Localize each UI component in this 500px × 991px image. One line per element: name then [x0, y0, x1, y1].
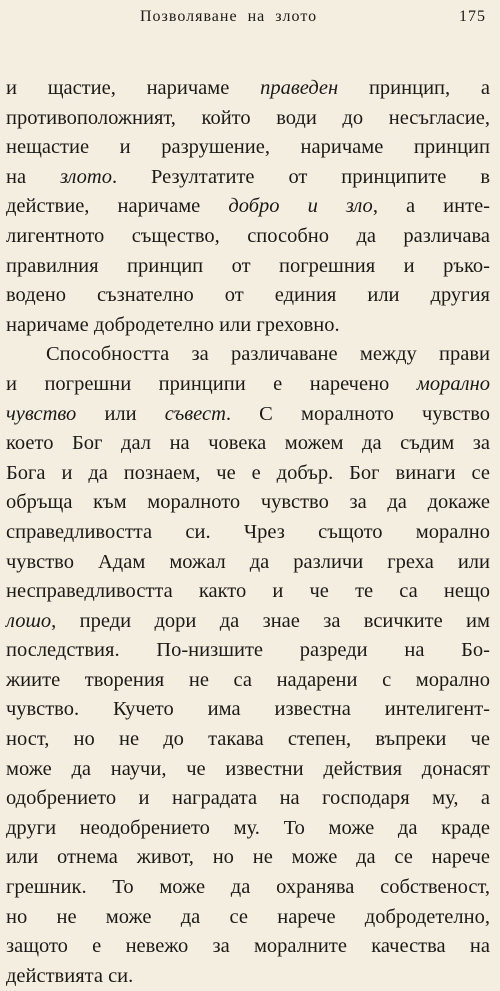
body-text [6, 74, 490, 991]
text-line [6, 252, 490, 282]
page-number: 175 [459, 8, 486, 25]
text-line [6, 340, 490, 370]
italic-term: съвест [164, 402, 226, 425]
text-run: ност, но не до такава степен, въпреки че [6, 728, 490, 751]
text-line [6, 192, 490, 222]
text-run: на [6, 165, 60, 188]
text-line [6, 400, 490, 430]
text-run: чувство Адам можал да различи греха или [6, 550, 490, 573]
text-run: други неодобрението му. То може да краде [6, 816, 490, 839]
text-run: действията си. [6, 964, 134, 987]
text-line [6, 814, 490, 844]
text-line [6, 281, 490, 311]
text-line [6, 518, 490, 548]
italic-term: чувство [6, 402, 77, 425]
text-line [6, 962, 490, 991]
text-line [6, 843, 490, 873]
text-run: или [76, 402, 165, 425]
text-line [6, 784, 490, 814]
italic-term: добро и зло [228, 195, 373, 218]
text-line [6, 104, 490, 134]
text-line [6, 755, 490, 785]
text-line [6, 163, 490, 193]
text-line [6, 429, 490, 459]
text-run: може да научи, че известни действия донасят [6, 757, 490, 780]
text-line [6, 636, 490, 666]
text-run: жиите творения не са надарени с морално [6, 668, 490, 691]
text-run: или отнема живот, но не може да се нарече [6, 846, 490, 869]
text-line [6, 873, 490, 903]
text-line [6, 932, 490, 962]
italic-term: праведен [260, 77, 339, 99]
text-run: Способността за различаване между прави [46, 343, 490, 366]
chapter-title: Позволяване на злото [140, 8, 318, 25]
text-run: и щастие, наричаме [6, 77, 261, 99]
text-line [6, 666, 490, 696]
italic-term: злото [60, 165, 112, 188]
text-run: . Резултатите от принципите в [111, 165, 490, 188]
text-line [6, 903, 490, 933]
paragraph [6, 340, 490, 991]
text-line [6, 459, 490, 489]
text-line [6, 133, 490, 163]
text-run: принцип, а [338, 77, 490, 99]
text-run: грешник. То може да охранява собственост, [6, 876, 490, 899]
text-run: и погрешни принципи е наречено [6, 372, 417, 395]
text-run: обръща към моралното чувство за да докаже [6, 491, 490, 514]
text-run: нещастие и разрушение, наричаме принцип [6, 136, 490, 159]
text-run: справедливостта си. Чрез същото морално [6, 520, 490, 543]
text-run: противоположният, който води до несъгласие, [6, 106, 490, 129]
text-run: което Бог дал на човека можем да съдим за [6, 432, 490, 455]
text-line [6, 548, 490, 578]
text-line [6, 311, 490, 341]
text-line [6, 725, 490, 755]
text-run: но не може да се нарече добродетелно, [6, 905, 490, 928]
text-line [6, 577, 490, 607]
text-run: несправедливостта както и че те са нещо [6, 580, 490, 603]
text-line [6, 695, 490, 725]
text-run: . С моралното чувство [225, 402, 490, 425]
text-run: одобрението и наградата на господаря му, а [6, 787, 490, 810]
text-line [6, 74, 490, 104]
text-run: действие, наричаме [6, 195, 229, 218]
italic-term: морално [416, 372, 490, 395]
text-run: водено съзнателно от единия или другия [6, 284, 490, 307]
text-line [6, 222, 490, 252]
text-run: последствия. По-низшите разреди на Бо- [6, 639, 490, 662]
text-run: , преди дори да знае за всичките им [51, 609, 490, 632]
text-run: защото е невежо за моралните качества на [6, 935, 490, 958]
text-run: лигентното същество, способно да различава [6, 224, 490, 247]
text-run: Бога и да познаем, че е добър. Бог винаги се [6, 461, 490, 484]
text-run: наричаме добродетелно или греховно. [6, 313, 340, 336]
paragraph [6, 74, 490, 340]
text-line [6, 488, 490, 518]
text-run: , а инте- [372, 195, 490, 218]
text-line [6, 370, 490, 400]
running-header [0, 8, 500, 30]
italic-term: лошо [6, 609, 52, 632]
text-run: правилния принцип от погрешния и ръко- [6, 254, 490, 277]
text-line [6, 607, 490, 637]
text-run: чувство. Кучето има известна интелигент- [6, 698, 490, 721]
